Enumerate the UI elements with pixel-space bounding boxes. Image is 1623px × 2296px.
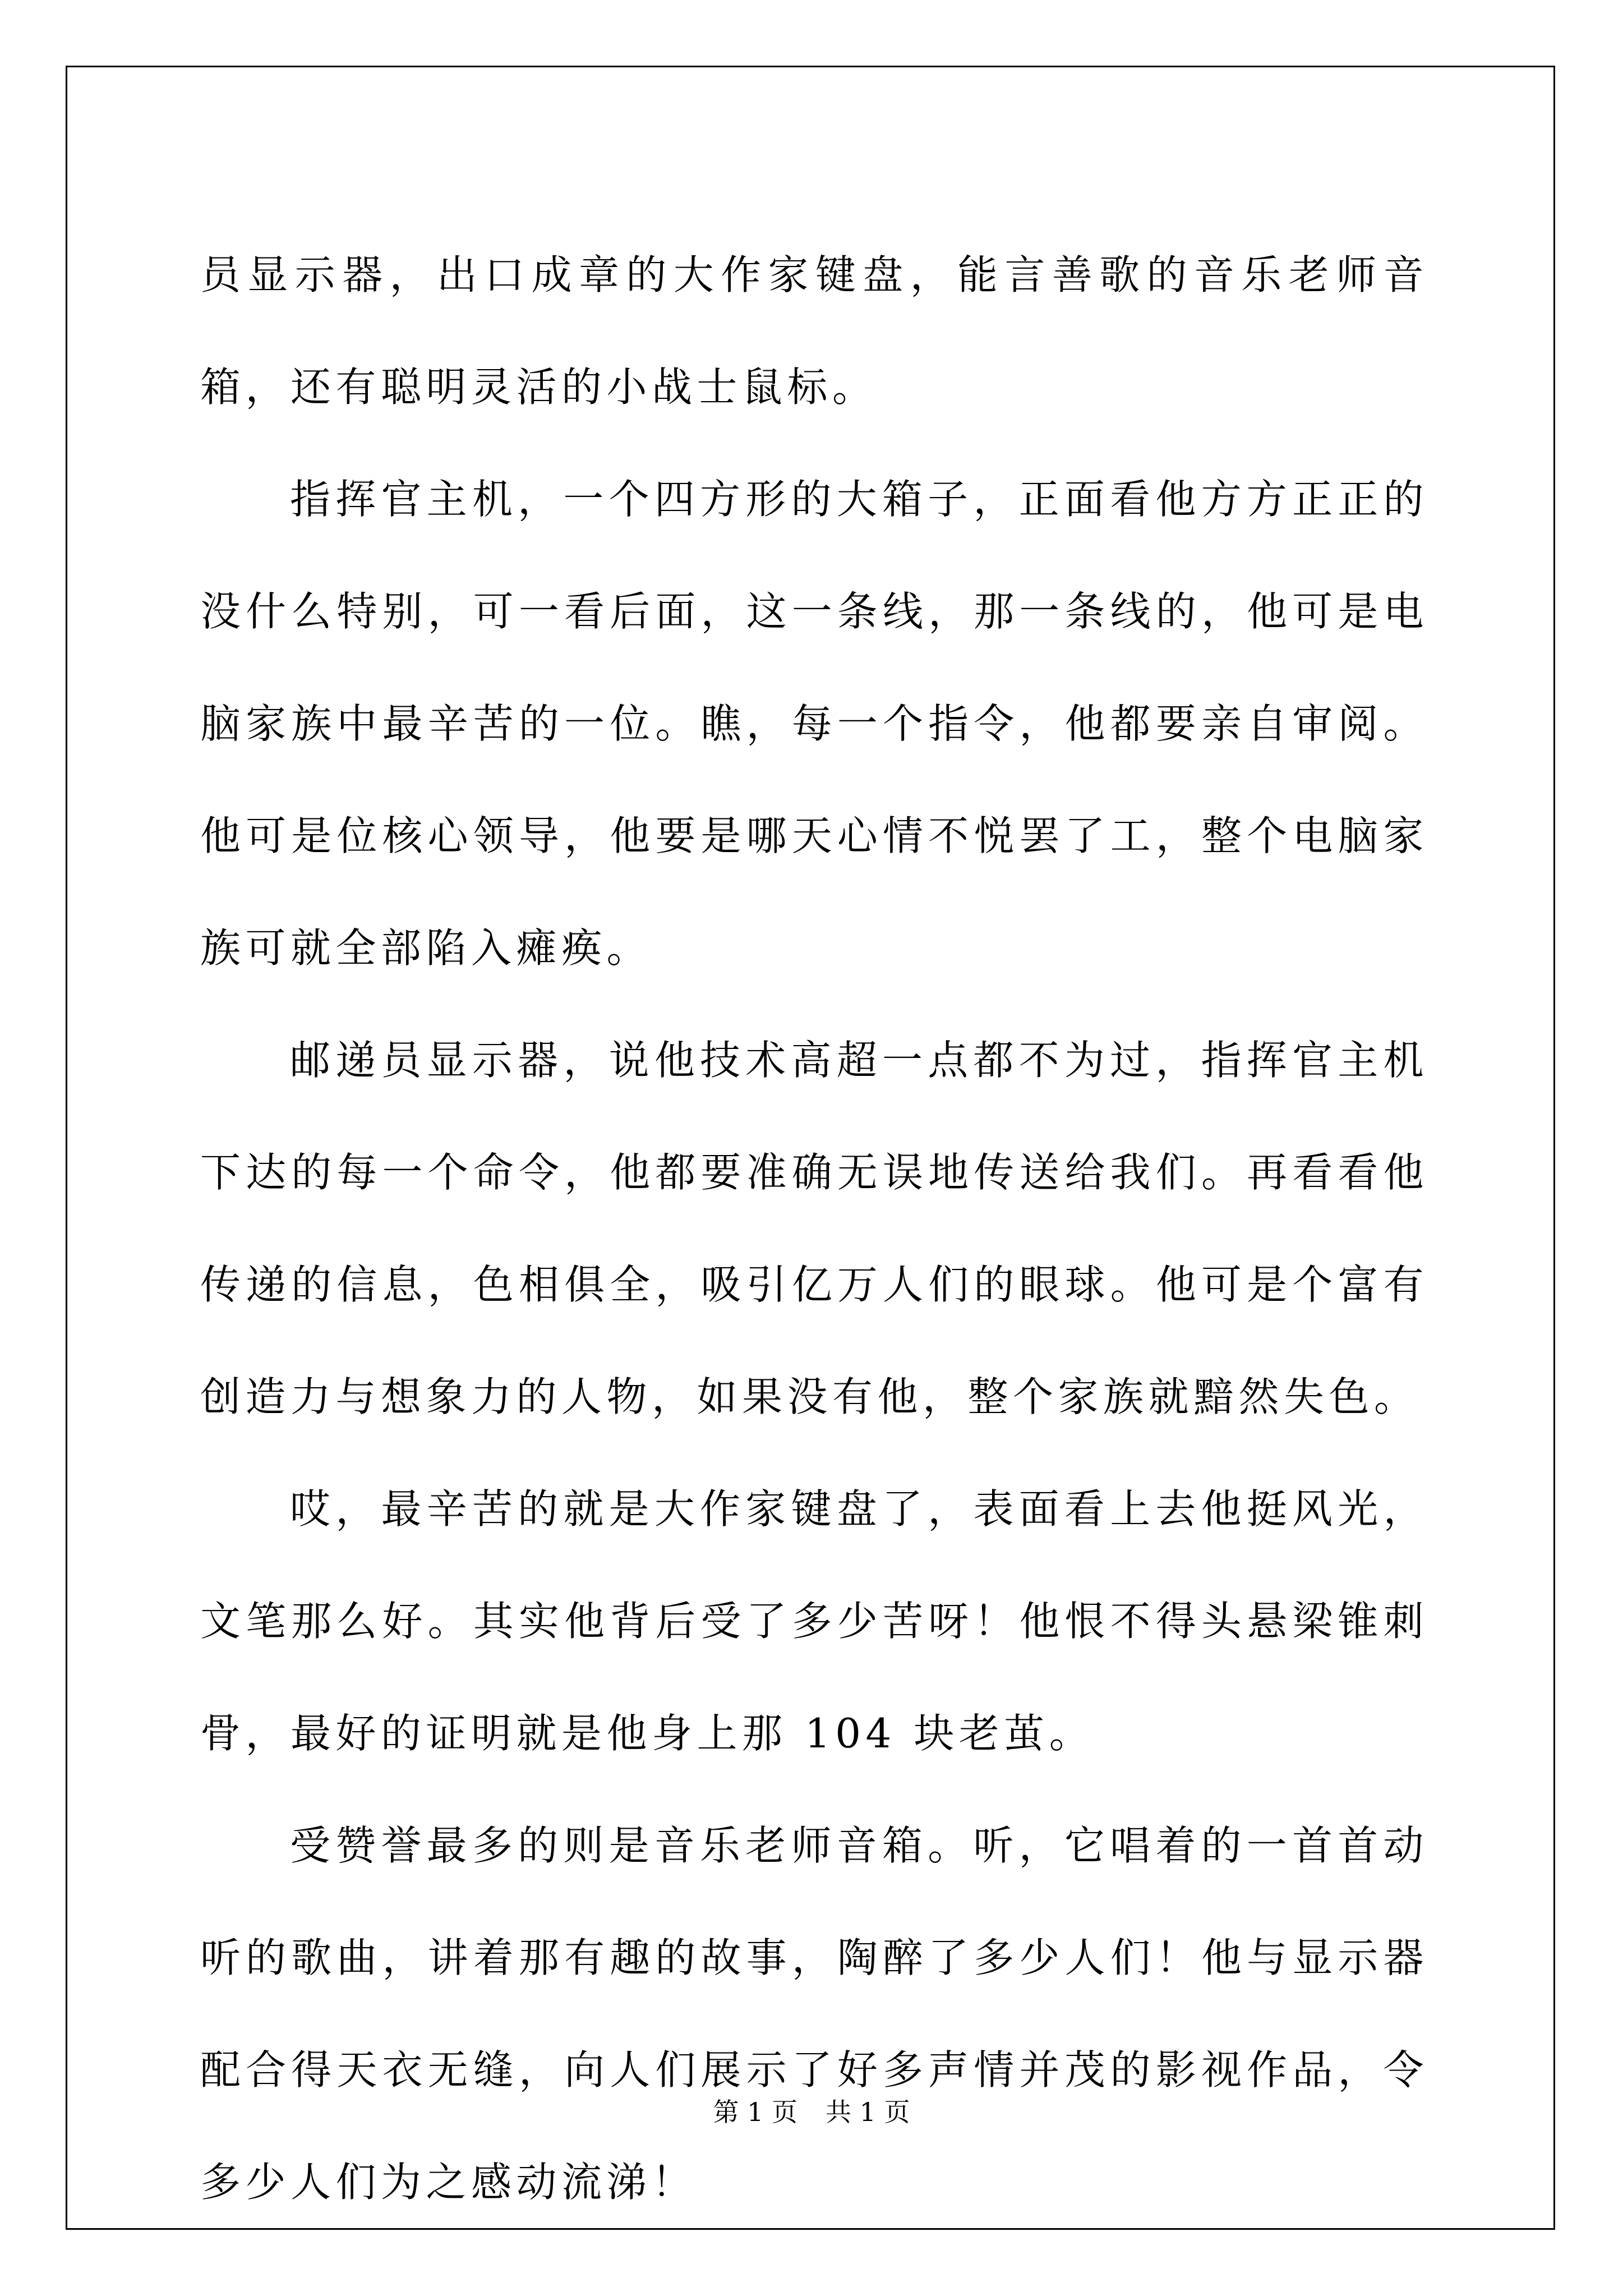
paragraph-1: 员显示器，出口成章的大作家键盘，能言善歌的音乐老师音箱，还有聪明灵活的小战士鼠标。: [200, 251, 1428, 411]
page-footer: [0, 2095, 1623, 2129]
paragraph-3: 邮递员显示器，说他技术高超一点都不为过，指挥官主机下达的每一个命令，他都要准确无误地传送给我们。再看看他传递的信息，色相俱全，吸引亿万人们的眼球。他可是个富有创造力与想象力的人物，如果没有他，整个家族就黯然失色。: [200, 1037, 1428, 1420]
page-number-current: 第 1 页: [713, 2097, 797, 2127]
paragraph-4: 哎，最辛苦的就是大作家键盘了，表面看上去他挺风光，文笔那么好。其实他背后受了多少苦呀！他恨不得头悬梁锥刺骨，最好的证明就是他身上那 104 块老茧。: [200, 1485, 1428, 1757]
page-number-total: 共 1 页: [826, 2097, 910, 2127]
paragraph-5: 受赞誉最多的则是音乐老师音箱。听，它唱着的一首首动听的歌曲，讲着那有趣的故事，陶醉了多少人们！他与显示器配合得天衣无缝，向人们展示了好多声情并茂的影视作品，令多少人们为之感动流涕！: [200, 1822, 1428, 2206]
document-body: [200, 219, 1428, 2238]
paragraph-2: 指挥官主机，一个四方形的大箱子，正面看他方方正正的没什么特别，可一看后面，这一条线，那一条线的，他可是电脑家族中最辛苦的一位。瞧，每一个指令，他都要亲自审阅。他可是位核心领导，他要是哪天心情不悦罢了工，整个电脑家族可就全部陷入瘫痪。: [200, 476, 1428, 972]
